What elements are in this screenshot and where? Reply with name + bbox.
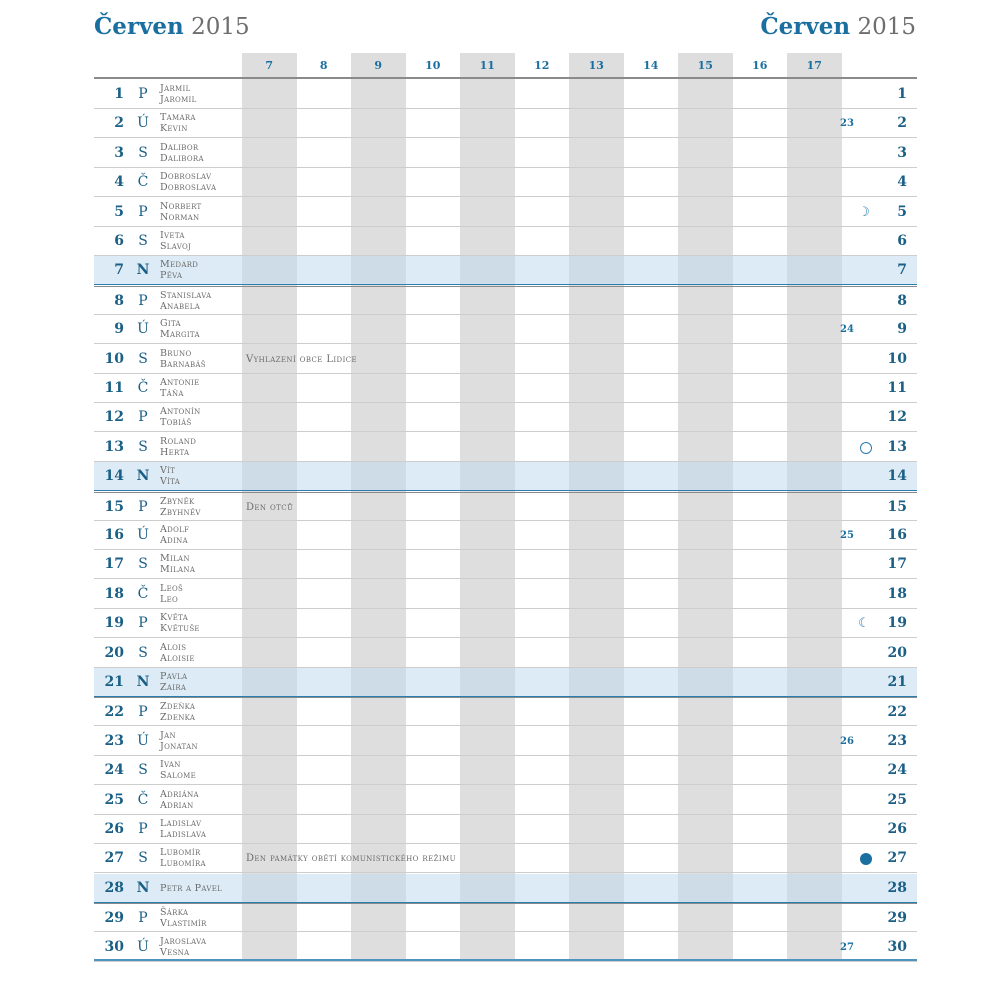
hour-label: 13 [588,59,604,72]
nameday-names [160,759,196,781]
header-year: 2015 [191,14,250,40]
nameday-name: Leoš [160,582,184,594]
day-number: 7 [114,262,124,279]
weekday-letter: S [138,438,148,455]
weekday-letter: N [136,879,150,896]
day-row[interactable] [94,80,917,109]
nameday-names [160,907,207,929]
day-number-right: 30 [887,938,907,955]
day-row[interactable] [94,227,917,256]
nameday-name: Norbert [160,200,202,212]
nameday-names [160,789,199,811]
nameday-name: Šárka [160,907,189,919]
hour-label: 17 [806,59,822,72]
day-row[interactable] [94,756,917,785]
moon-first-quarter-icon: ☽ [858,204,870,220]
nameday-names [160,290,212,312]
day-number: 6 [114,233,124,249]
nameday-name: Barnabáš [160,358,206,370]
holiday-label: Vyhlazení obce Lidice [246,353,357,365]
day-number-right: 18 [887,585,907,602]
nameday-name: Antonín [160,406,201,418]
nameday-name: Herta [160,446,190,458]
nameday-name: Jaroslava [160,935,207,947]
hour-label: 8 [319,59,328,72]
day-row[interactable] [94,345,917,374]
nameday-name: Leo [160,593,179,605]
day-number-right: 24 [887,762,907,779]
week-number: 27 [840,941,854,953]
day-row[interactable] [94,256,917,285]
weekday-letter: S [138,762,148,779]
nameday-names [160,730,198,752]
nameday-name: Norman [160,211,200,223]
weekday-letter: P [138,292,148,309]
nameday-name: Aloisie [160,652,195,664]
day-number: 27 [104,850,124,867]
day-number: 23 [104,732,124,749]
day-number: 8 [114,292,124,309]
day-number-right: 22 [887,704,907,721]
day-number-right: 5 [897,203,907,220]
nameday-name: Zbyněk [160,495,195,507]
weekday-letter: Č [137,174,149,191]
header-title-left [94,12,250,42]
day-number: 4 [114,174,124,191]
nameday-name: Lubomír [160,847,201,859]
weekday-letter: P [138,615,148,632]
nameday-name: Bruno [160,347,192,359]
weekday-letter: S [138,350,148,367]
nameday-name: Petr a Pavel [160,882,223,894]
nameday-name: Jan [160,729,176,741]
weekday-letter: S [138,850,148,867]
day-row[interactable] [94,521,917,550]
weekday-letter: P [138,409,148,426]
day-number: 29 [104,910,124,927]
nameday-names [160,259,198,281]
nameday-name: Jonatan [160,740,198,752]
weekday-letter: Ú [137,115,149,132]
weekday-letter: Ú [137,527,149,543]
nameday-names [160,83,197,105]
nameday-name: Ivan [160,759,181,771]
week-number: 24 [840,324,854,336]
weekday-letter: Ú [137,732,149,749]
nameday-name: Milan [160,553,190,565]
weekday-letter: N [136,262,150,279]
day-number-right: 2 [897,115,907,132]
day-number: 30 [104,938,124,955]
day-row[interactable] [94,727,917,756]
nameday-name: Květuše [160,623,200,635]
nameday-name: Zbyhněv [160,506,201,518]
weekday-letter: P [138,910,148,927]
nameday-name: Ladislava [160,829,207,840]
nameday-name: Zdeňka [160,701,196,713]
nameday-name: Kevin [160,123,188,135]
weekday-letter: S [138,233,148,249]
day-number: 12 [104,409,124,426]
nameday-name: Adriána [160,788,199,800]
nameday-name: Slavoj [160,241,192,252]
day-number-right: 13 [887,438,907,455]
day-number-right: 9 [897,321,907,338]
day-number: 19 [104,615,124,632]
day-row[interactable] [94,844,917,873]
nameday-name: Adrian [160,799,194,811]
day-number-right: 15 [887,498,907,515]
nameday-name: Iveta [160,230,185,241]
day-number-right: 26 [887,821,907,837]
nameday-name: Pavla [160,671,188,682]
day-row[interactable] [94,286,917,315]
header-title-right [760,12,916,42]
nameday-name: Antonie [160,377,200,388]
day-number-right: 6 [897,233,907,249]
nameday-names [160,230,191,252]
weekday-letter: P [138,498,148,515]
nameday-name: Dalibor [160,141,199,153]
nameday-name: Stanislava [160,289,212,301]
nameday-names [160,436,196,458]
week-number: 23 [840,118,854,130]
day-number: 26 [104,821,124,837]
nameday-name: Adolf [160,524,190,535]
nameday-name: Roland [160,435,197,447]
nameday-name: Květa [160,612,189,624]
day-number-right: 23 [887,732,907,749]
nameday-names [160,201,202,223]
weekday-letter: Ú [137,938,149,955]
nameday-name: Zdenka [160,712,196,724]
nameday-names [160,112,196,134]
day-number: 14 [104,468,124,485]
day-number-right: 3 [897,144,907,161]
nameday-names [160,612,200,634]
nameday-name: Jaromil [160,94,197,105]
moon-last-quarter-icon: ☾ [858,616,870,632]
day-row[interactable] [94,668,917,697]
nameday-names [160,701,195,723]
day-row[interactable] [94,462,917,491]
hour-label: 15 [697,59,713,72]
footer-divider [94,959,917,961]
nameday-name: Pěva [160,270,183,282]
day-number: 11 [104,380,124,396]
nameday-name: Vesna [160,946,190,958]
weekday-letter: N [136,468,150,485]
nameday-names [160,671,187,693]
day-number: 3 [114,144,124,161]
nameday-name: Táňa [160,388,184,399]
day-number: 20 [104,644,124,661]
day-number-right: 12 [887,409,907,426]
day-row[interactable] [94,550,917,579]
day-row[interactable] [94,874,917,903]
weekday-letter: S [138,644,148,661]
day-number: 2 [114,115,124,132]
day-row[interactable] [94,815,917,844]
weekday-letter: N [136,674,150,690]
nameday-name: Dobroslav [160,171,212,183]
day-number: 28 [104,879,124,896]
hour-label: 12 [534,59,550,72]
weekday-letter: S [138,144,148,161]
day-number: 25 [104,791,124,808]
day-number-right: 27 [887,850,907,867]
day-number-right: 20 [887,644,907,661]
hour-label: 14 [643,59,659,72]
nameday-name: Tamara [160,112,196,124]
day-number: 1 [114,86,124,102]
weekday-letter: Č [137,585,149,602]
header-divider [94,77,917,79]
nameday-name: Dobroslava [160,182,217,194]
nameday-name: Lubomíra [160,858,206,870]
day-number-right: 4 [897,174,907,191]
holiday-label: Den otců [246,501,294,513]
day-number-right: 16 [887,527,907,543]
nameday-names [160,642,195,664]
nameday-names [160,171,216,193]
nameday-names [160,553,195,575]
day-number-right: 11 [887,380,907,396]
day-number-right: 25 [887,791,907,808]
day-number: 16 [104,527,124,543]
day-number-right: 14 [887,468,907,485]
nameday-name: Dalibora [160,152,204,164]
day-number: 24 [104,762,124,779]
nameday-names [160,318,200,340]
nameday-names [160,883,222,894]
day-row[interactable] [94,403,917,432]
day-number: 18 [104,585,124,602]
day-row[interactable] [94,433,917,462]
hour-label: 7 [265,59,274,72]
weekday-letter: S [138,556,148,573]
weekday-letter: P [138,704,148,721]
hour-label: 11 [479,59,495,72]
nameday-names [160,524,189,546]
day-number: 15 [104,498,124,515]
hour-label: 9 [374,59,383,72]
header-year: 2015 [857,14,916,40]
nameday-names [160,496,201,518]
nameday-names [160,406,201,428]
day-number: 21 [104,674,124,690]
nameday-name: Ladislav [160,818,202,829]
nameday-names [160,847,206,869]
nameday-names [160,142,204,164]
day-row[interactable] [94,168,917,197]
nameday-names [160,583,183,605]
day-row[interactable] [94,139,917,168]
nameday-name: Adina [160,535,188,546]
day-row[interactable] [94,933,917,962]
nameday-name: Medard [160,259,199,271]
day-row[interactable] [94,109,917,138]
day-number: 9 [114,321,124,338]
hour-label: 16 [752,59,768,72]
nameday-name: Margita [160,329,200,341]
nameday-name: Vlastimír [160,918,207,930]
nameday-names [160,818,206,840]
weekday-letter: P [138,203,148,220]
day-number: 17 [104,556,124,573]
weekday-letter: Č [137,791,149,808]
day-row[interactable] [94,315,917,344]
nameday-names [160,348,206,370]
nameday-name: Zaira [160,682,187,693]
header-month: Červen [760,13,851,40]
nameday-name: Jarmil [160,83,191,94]
nameday-names [160,465,180,487]
day-row[interactable] [94,580,917,609]
day-number: 13 [104,438,124,455]
day-row[interactable] [94,609,917,638]
nameday-name: Gita [160,318,181,330]
nameday-name: Anabela [160,300,201,312]
week-number: 26 [840,735,854,747]
day-number: 10 [104,350,124,367]
nameday-name: Alois [160,641,187,653]
day-row[interactable] [94,786,917,815]
day-number-right: 28 [887,879,907,896]
nameday-names [160,377,200,399]
day-number-right: 29 [887,910,907,927]
day-row[interactable] [94,198,917,227]
weekday-letter: P [138,821,148,837]
nameday-name: Tobiáš [160,417,192,429]
nameday-name: Víta [160,476,181,488]
day-number-right: 19 [887,615,907,632]
day-number-right: 1 [897,86,907,102]
day-number-right: 7 [897,262,907,279]
day-number-right: 8 [897,292,907,309]
nameday-names [160,936,206,958]
day-row[interactable] [94,492,917,521]
day-row[interactable] [94,374,917,403]
day-row[interactable] [94,903,917,932]
header-month: Červen [94,13,184,40]
day-number: 22 [104,704,124,721]
nameday-name: Milana [160,564,196,576]
day-row[interactable] [94,697,917,726]
day-number-right: 10 [887,350,907,367]
weekday-letter: P [138,86,148,102]
weekday-letter: Ú [137,321,149,338]
day-number-right: 17 [887,556,907,573]
nameday-name: Vít [160,465,176,477]
hour-label: 10 [425,59,441,72]
holiday-label: Den památky obětí komunistického režimu [246,853,456,865]
day-number: 5 [114,203,124,220]
weekday-letter: Č [137,380,149,396]
day-row[interactable] [94,639,917,668]
week-number: 25 [840,530,854,541]
day-number-right: 21 [887,674,907,690]
nameday-name: Salome [160,770,197,782]
